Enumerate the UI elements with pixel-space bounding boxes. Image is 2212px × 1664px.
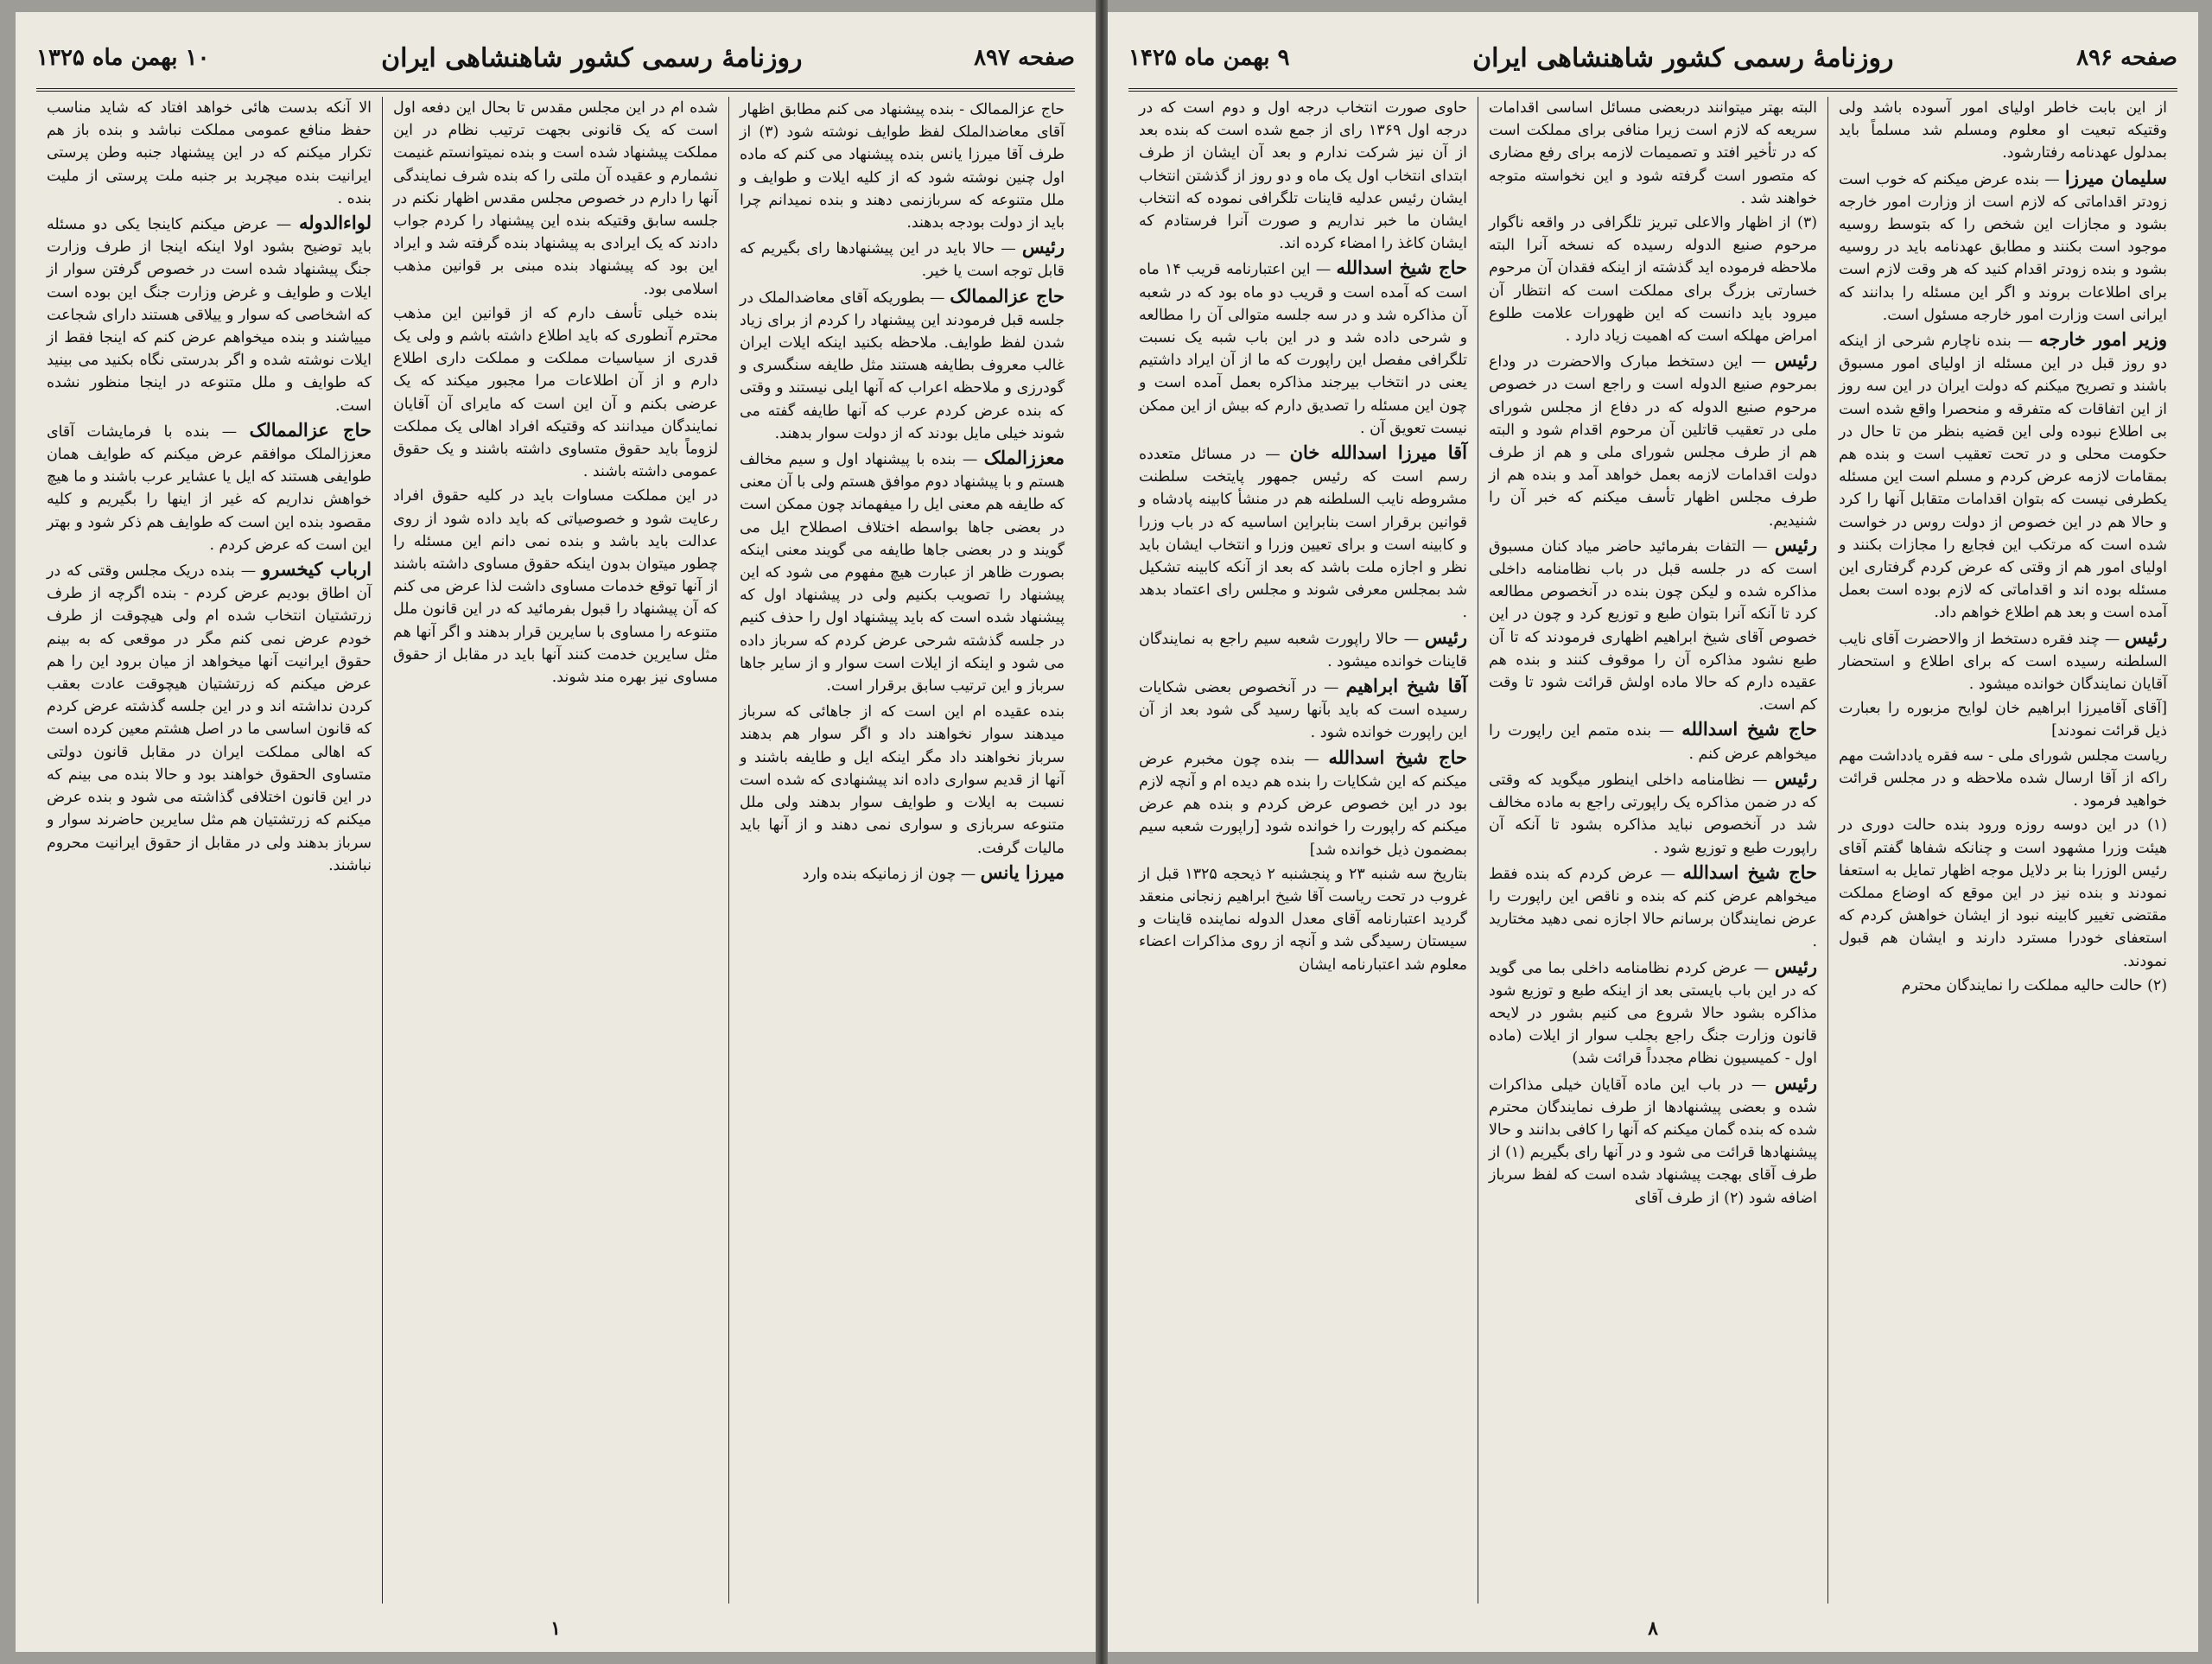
paragraph-text: این دستخط مبارک والاحضرت در وداع بمرحوم صنیع الدوله است و راجع است در خصوص مرحوم صنیع الدوله که در دفاع از مجلس شورای ملی در تعقیب قاتلین آن مرحوم اقدام شود و البته هم از طرف مجلس شورای ملی و هم از طرف دولت اقدامات لازمه بعمل خواهد آمد و بنده هم از طرف مجلس اظهار تأسف میکنم که خبر آن را شنیدیم. — [1489, 353, 1817, 530]
paragraph: معززالملک — بنده با پیشنهاد اول و سیم مخالف هستم و با پیشنهاد دوم موافق هستم ولی با آن معنی که طایفه هم معنی ایل را میفهماند چون ممکن است در بعضی جاها بواسطه اختلاف اصطلاح ایل می گویند و در بعضی جاها طایفه می گویند معنی اینکه بصورت ظاهر از عبارت هیچ مفهوم می شود که این پیشنهاد را تصویب بکنیم ولی در پیشنهاد اول که پیشنهاد شده است که باید پیشنهاد اول را حذف کنیم در جلسه گذشته شرحی عرض کردم که سرباز داده می شود و اینکه از ایلات است سوار و از سایر جاها سرباز و این ترتیب سابق برقرار است. — [740, 447, 1065, 695]
paragraph-text: بنده عرض میکنم که خوب است زودتر اقداماتی که لازم است از وزارت امور خارجه بشود و مجازات این شخص را که بتوسط روسیه موجود است بکنند و مطابق عهدنامه باید در روسیه بشود و بنده زودتر اقدام کنید که هر وقت لازم است برای اطلاعات بروند و اگر این مسئله را بدانند که ایرانی است وزارت امور خارجه مسئول است. — [1839, 170, 2167, 324]
speaker-name: ارباب کیخسرو — [262, 558, 372, 581]
paragraph — [1489, 212, 1817, 347]
paragraph-text: (۲) حالت حالیه مملکت را نمایندگان محترم — [1901, 976, 2167, 994]
page-number: صفحه ۸۹۷ — [974, 45, 1075, 71]
speaker-name: رئیس — [1424, 626, 1467, 648]
paragraph-text: بنده متمم این راپورت را میخواهم عرض کنم . — [1489, 722, 1817, 763]
paragraph — [47, 97, 372, 210]
paragraph-text: در این مملکت مساوات باید در کلیه حقوق افراد رعایت شود و خصوصیاتی که باید داده شود از روی عدالت باید باشد و بنده نمی دانم این مسئله را چطور میتوان بدون اینکه حقوق مساوی داشته باشند از آنها توقع خدمات مساوی داشت لذا عرض می کنم که آن پیشنهاد را قبول بفرمائید که در این قانون ملل متنوعه را مساوی با سایرین قرار بدهند و اگر آنها هم مثل سایرین خدمت کنند آنها باید در مقابل از حقوق مساوی نیز بهره مند شوند. — [393, 487, 718, 687]
paragraph-text: در باب این ماده آقایان خیلی مذاکرات شده و بعضی پیشنهادها از طرف نمایندگان محترم شده که بنده گمان میکنم که آنها را کافی بدانند و حالا پیشنهادها قرائت می شود و در آنها رای بگیریم (۱) از طرف آقای بهجت پیشنهاد شده است که لفظ سرباز اضافه شود (۲) از طرف آقای — [1489, 1076, 1817, 1207]
paragraph — [1839, 975, 2167, 997]
speaker-name: حاج شیخ اسدالله — [1682, 861, 1818, 883]
paragraph — [1839, 97, 2167, 165]
speaker-name: آقا شیخ ابراهیم — [1345, 675, 1467, 697]
paragraph-text: (۳) از اظهار والاعلی تبریز تلگرافی در واقعه ناگوار مرحوم صنیع الدوله رسیده که نسخه آنرا البته ملاحظه فرموده اید گذشته از اینکه فقدان آن مرحوم خسارتی بزرگ برای مملکت است که انتظار آن میرود باید دانست که این ظهورات علامت طلوع امراض مهلکه است که اهمیت زیاد دارد . — [1489, 214, 1817, 346]
page-header — [1128, 28, 2177, 92]
speaker-name: حاج عزالممالک — [950, 284, 1065, 307]
paragraph: حاج عزالممالک — بنده با فرمایشات آقای معززالملک موافقم عرض میکنم که طوایف همان طوایفی هستند که ایل یا عشایر عرب باشند و ما هیچ خواهش نداریم که غیر از اینها را بگیریم و کلیه مقصود بنده این است که طوایف هم ذکر شود و بهتر این است که عرض کردم . — [47, 418, 372, 554]
page-897 — [16, 12, 1096, 1652]
paragraph: حاج شیخ اسدالله — عرض کردم که بنده فقط میخواهم عرض کنم که بنده و ناقص این راپورت را عرض نمایندگان برسانم حالا اجازه نمی دهید مختارید . — [1489, 861, 1818, 951]
paragraph: حاج شیخ اسدالله — بنده متمم این راپورت را میخواهم عرض کنم . — [1489, 718, 1817, 763]
paragraph: رئیس — عرض کردم نظامنامه داخلی بما می گوید که در این باب بایستی بعد از اینکه طبع و توزیع شود مذاکره بشود حالا شروع می کنیم بشور در لایحه قانون وزارت جنگ راجع بجلب سوار از ایلات (ماده اول - کمیسیون نظام مجدداً قرائت شد) — [1489, 955, 1817, 1068]
paragraph-text: بنده با فرمایشات آقای معززالملک موافقم عرض میکنم که طوایف همان طوایفی هستند که ایل یا عشایر عرب باشند و ما هیچ خواهش نداریم که غیر از اینها را بگیریم و کلیه مقصود بنده این است که طوایف هم ذکر شود و بهتر این است که عرض کردم . — [47, 422, 372, 554]
speaker-name: رئیس — [1774, 1071, 1817, 1094]
paragraph — [740, 97, 1065, 234]
paragraph-text: بنده عقیده ام این است که از جاهائی که سرباز میدهند سوار نخواهند داد و اگر سوار هم بدهند سرباز نخواهند داد مگر اینکه ایل و طایفه باشند و آنها از قدیم سواری داده اند پیشنهادی که شده است نسبت به ایلات و طوایف سوار بدهند ولی ملل متنوعه سربازی و سواری نمی دهند و از آنها باید مالیات گرفت. — [740, 703, 1065, 857]
book-gutter — [1096, 0, 1108, 1664]
paragraph: لواءالدوله — عرض میکنم کاینجا یکی دو مسئله باید توضیح بشود اولا اینکه اینجا از طرف وزارت جنگ پیشنهاد شده است در خصوص گرفتن سوار از ایلات و طوایف و غرض وزارت جنگ این بوده است که اشخاصی که سوار و ییلاقی هستند دارای شجاعت مییاشند و بنده میخواهم عرض کنم که اینجا فقط از ایلات نوشته شده و اگر بدرستی نگاه بکنید می بینید که طوایف و ملل متنوعه در اینجا منظور نشده است. — [47, 212, 372, 415]
paragraph-text: عرض کردم نظامنامه داخلی بما می گوید که در این باب بایستی بعد از اینکه طبع و توزیع شود مذاکره بشود حالا شروع می کنیم بشور در لایحه قانون وزارت جنگ راجع بجلب سوار از ایلات (ماده اول - کمیسیون نظام مجدداً قرائت شد) — [1489, 959, 1817, 1068]
paragraph-text: این اعتبارنامه قریب ۱۴ ماه است که آمده است و قریب دو ماه بود که در شعبه آن مذاکره شد و در سه جلسه متوالی آن را مطالعه و شرحی داده شد و در این باب شبه یک نسبت تلگرافی مفصل این راپورت که ما از آن ایراد داشتیم یعنی در انتخاب بیرجند مذاکره بعمل آمده است و چون این مسئله را تصدیق دارم که بیش از این ممکن نیست تعویق آن . — [1139, 261, 1467, 437]
speaker-name: میرزا یانس — [980, 861, 1065, 883]
paragraph: رئیس — حالا باید در این پیشنهادها رای بگیریم که قابل توجه است یا خیر. — [740, 236, 1065, 281]
issue-date: ۹ بهمن ماه ۱۴۲۵ — [1128, 45, 1290, 71]
paragraph-text: شده ام در این مجلس مقدس تا بحال این دفعه اول است که یک قانونی بجهت ترتیب نظام در این مملکت پیشنهاد شده است و بنده نمیتوانستم غنیمت نشمارم و عقیده آن ملتی را که بنده شرف نمایندگی آنها را دارم در خصوص مجلس مقدس اظهار نکنم در جلسه سابق وقتیکه بنده این پیشنهاد را کردم جواب دادند که یک ایرادی به پیشنهاد بنده گرفته شد و ایراد این بود که پیشنهاد بنده مبنی بر قوانین مذهب اسلامی بود. — [393, 99, 718, 298]
speaker-name: رئیس — [1021, 236, 1065, 258]
newspaper-title: روزنامهٔ رسمی کشور شاهنشاهی ایران — [1472, 42, 1894, 73]
paragraph: رئیس — چند فقره دستخط از والاحضرت آقای نایب السلطنه رسیده است که برای اطلاع و استحضار آقایان نمایندگان خوانده میشود . — [1839, 626, 2167, 694]
paragraph — [1839, 697, 2167, 742]
paragraph — [1139, 863, 1467, 976]
speaker-name: رئیس — [1774, 533, 1818, 556]
paragraph: آقا میرزا اسدالله خان — در مسائل متعدده رسم است که رئیس جمهور پایتخت سلطنت مشروطه نایب السلطنه هم در منشأ کابینه پادشاه و قوانین برقرار است بنابراین اساسیه که در باب وزرا و کابینه است و برای تعیین وزرا و انتخاب ایشان باید نظر و اجازه ملت باشد که بعد از آنکه کابینه تشکیل شد بمجلس معرفی شوند و مجلس رای اعتماد بدهد . — [1139, 441, 1468, 622]
page-footer-number: ۱ — [550, 1617, 561, 1640]
speaker-name: حاج عزالممالک — [249, 418, 372, 441]
paragraph — [740, 699, 1065, 859]
paragraph — [393, 485, 718, 689]
paragraph-text: بنده دریک مجلس وقتی که در آن اطاق بودیم عرض کردم - بنده اگرچه از طرف زرتشتیان انتخاب شده ام ولی هیچوقت از طرف خودم عرض نمی کنم مگر در موقعی که به بینم حقوق ایرانیت آنها میخواهد از میان برود این را هم عرض میکنم که زرتشتیان هیچوقت عادت بعقب کردن نداشته اند و در این جلسه گذشته عرض کردم که قانون اساسی ما در اصل هشتم معین کرده است که اهالی مملکت ایران در مقابل قانون دولتی متساوی الحقوق خواهند بود و حالا بنده می بینم که در این قانون اختلافی گذاشته می شود و بنده عرض میکنم که زرتشتیان هم مثل سایرین حاضرند سوار و سرباز بدهند ولی در مقابل از حقوق ایرانیت محروم نباشند. — [47, 562, 372, 874]
page-footer-number: ۸ — [1648, 1617, 1658, 1640]
page-number: صفحه ۸۹۶ — [2076, 45, 2177, 71]
speaker-name: حاج شیخ اسدالله — [1328, 746, 1467, 768]
paragraph-text: بطوریکه آقای معاضدالملک در جلسه قبل فرمودند این پیشنهاد را کردم از برای زیاد شدن لفظ طوایف. ملاحظه بکنید اینکه ایلات ایران غالب معروف بطایفه هستند مثل طایفه سنگسری و گودرزی و ملاحظه اعراب که آنها ایلی نیستند و وقتی که بنده عرض کردم عرب که آنها طایفه گفته می شوند خیلی مایل بودند که از دولت سوار بدهند. — [740, 289, 1065, 442]
speaker-name: رئیس — [1774, 349, 1817, 372]
text-column-1 — [1827, 97, 2177, 1604]
paragraph — [1839, 745, 2167, 813]
paragraph: آقا شیخ ابراهیم — در آنخصوص بعضی شکایات رسیده است که باید بآنها رسید گی شود بعد از آن این راپورت خوانده شود . — [1139, 675, 1467, 742]
text-column-1 — [728, 97, 1075, 1604]
speaker-name: رئیس — [1774, 766, 1817, 789]
paragraph — [1489, 97, 1817, 210]
paragraph-text: بنده خیلی تأسف دارم که از قوانین این مذهب محترم آنطوری که باید اطلاع داشته باشم و ولی یک قدری از سیاسیات مملکت و مملکت داری اطلاع دارم و از آن اطلاعات مرا مجبور میکند که یک عرضی بکنم و آن این است که مایرای آن آقایان نمایندگان میدانند که وقتیکه افراد اهالی یک مملکت لزوماً باید حقوق متساوی داشته باشند و یک حقوق عمومی داشته باشند . — [393, 304, 718, 481]
paragraph: حاج شیخ اسدالله — بنده چون مخبرم عرض میکنم که این شکایات را بنده هم دیده ام و آنچه لازم بود در این خصوص عرض کردم و بنده هم عرض میکنم که راپورت را خوانده شود [راپورت شعبه سیم بمضمون ذیل خوانده شد] — [1139, 746, 1467, 859]
page-896 — [1108, 12, 2198, 1652]
paragraph-text: بنده ناچارم شرحی از اینکه دو روز قبل در این مسئله از اولیای امور مسبوق باشند و تصریح میکنم که دولت ایران در این سه روز از این اتفاقات که متفرقه و منحصرا واقع شده است بی اطلاع نبوده ولی این قضیه بنظر من تا حال در حکومت محلی و در تحت تعقیب است و بنده هم بمقامات لازمه عرض کردم و مسلم است این مسئله یکطرفی نیست که بتوان اقدامات متقابل آنها را کرد و حالا هم در این خصوص از دولت روس در خواست شده است که مرتکب این فجایع را مجازات بکنند و اولیای امور هم از وقتی که عرض کردم گرفتاری این مسئله بوده اند و اقداماتی که لازم بوده است بعمل آمده است و بعد هم اطلاع خواهم داد. — [1839, 333, 2167, 622]
paragraph — [393, 302, 718, 484]
newspaper-title: روزنامهٔ رسمی کشور شاهنشاهی ایران — [381, 42, 803, 73]
article-columns — [36, 97, 1075, 1604]
page-header — [36, 28, 1075, 92]
paragraph — [393, 97, 718, 301]
paragraph-text: عرض میکنم کاینجا یکی دو مسئله باید توضیح بشود اولا اینکه اینجا از طرف وزارت جنگ پیشنهاد شده است در خصوص گرفتن سوار از ایلات و طوایف و غرض وزارت جنگ این بوده است که اشخاصی که سوار و ییلاقی هستند دارای شجاعت مییاشند و بنده میخواهم عرض کنم که اینجا فقط از ایلات نوشته شده و اگر بدرستی نگاه بکنید می بینید که طوایف و ملل متنوعه در اینجا منظور نشده است. — [47, 216, 372, 415]
paragraph: حاج عزالممالک — بطوریکه آقای معاضدالملک در جلسه قبل فرمودند این پیشنهاد را کردم از برای زیاد شدن لفظ طوایف. ملاحظه بکنید اینکه ایلات ایران غالب معروف بطایفه هستند مثل طایفه سنگسری و گودرزی و ملاحظه اعراب که آنها ایلی نیستند و وقتی که بنده عرض کردم عرب که آنها طایفه گفته می شوند خیلی مایل بودند که از دولت سوار بدهند. — [740, 284, 1065, 442]
text-column-2 — [382, 97, 728, 1604]
paragraph: میرزا یانس — چون از زمانیکه بنده وارد — [802, 861, 1065, 883]
paragraph-text: ریاست مجلس شورای ملی - سه فقره یادداشت مهم راکه از آقا ارسال شده ملاحظه و در مجلس قرائت خواهید فرمود . — [1839, 746, 2167, 810]
paragraph-text: حاج عزالممالک - بنده پیشنهاد می کنم مطابق اظهار آقای معاضدالملک لفظ طوایف نوشته شود (۳) از طرف آقا میرزا یانس بنده پیشنهاد می کنم که ماده اول چنین نوشته شود که از کلیه ایلات و طوایف و ملل متنوعه که سربازنمی دهند و بنده نمیدانم چرا باید از دولت بودجه بدهند. — [740, 101, 1065, 232]
paragraph — [1139, 97, 1467, 255]
paragraph-text: حالا راپورت شعبه سیم راجع به نمایندگان قاینات خوانده میشود . — [1139, 630, 1467, 670]
paragraph-text: الا آنکه بدست هائی خواهد افتاد که شاید مناسب حفظ منافع عمومی مملکت نباشد و بنده باز هم تکرار میکنم که در این پیشنهاد جنبه وطن پرستی ایرانیت بنده میچربد بر جنبه ملت پرستی از ملیت بنده . — [47, 99, 372, 207]
speaker-name: حاج شیخ اسدالله — [1336, 257, 1467, 279]
paragraph-text: (۱) در این دوسه روزه ورود بنده حالت دوری در هیئت وزرا مشهود است و چنانکه شفاها گفتم آقای رئیس الوزرا بنا بر دلایل موجه اظهار تمایل به استعفا نمودند و بنده نیز در این موقع که اوضاع مملکت مقتضی تغییر کابینه نبود از ایشان خواهش کردم که استعفای خودرا مسترد دارند و ایشان هم قبول نمودند. — [1839, 816, 2167, 970]
speaker-name: آقا میرزا اسدالله خان — [1289, 441, 1468, 464]
paragraph-text: بنده چون مخبرم عرض میکنم که این شکایات را بنده هم دیده ام و آنچه لازم بود در این خصوص عرض کردم و بنده هم عرض میکنم که راپورت را خوانده شود [راپورت شعبه سیم بمضمون ذیل خوانده شد] — [1139, 750, 1467, 859]
speaker-name: رئیس — [2124, 626, 2167, 648]
paragraph: رئیس — در باب این ماده آقایان خیلی مذاکرات شده و بعضی پیشنهادها از طرف نمایندگان محترم شده که بنده گمان میکنم که آنها را کافی بدانند و حالا پیشنهادها قرائت می شود و در آنها رای بگیریم (۱) از طرف آقای بهجت پیشنهاد شده است که لفظ سرباز اضافه شود (۲) از طرف آقای — [1489, 1071, 1817, 1207]
paragraph-text: [آقای آقامیرزا ابراهیم خان لوایح مزبوره را بعبارت ذیل قرائت نمودند] — [1839, 700, 2167, 740]
paragraph: رئیس — این دستخط مبارک والاحضرت در وداع بمرحوم صنیع الدوله است و راجع است در خصوص مرحوم صنیع الدوله که در دفاع از مجلس شورای ملی در تعقیب قاتلین آن مرحوم اقدام شود و البته هم از طرف مجلس شورای ملی و هم از طرف دولت اقدامات لازمه بعمل خواهد آمد و بنده هم از طرف مجلس اظهار تأسف میکنم که خبر آن را شنیدیم. — [1489, 349, 1817, 530]
paragraph-text: بنده با پیشنهاد اول و سیم مخالف هستم و با پیشنهاد دوم موافق هستم ولی با آن معنی که طایفه هم معنی ایل را میفهماند چون ممکن است در بعضی جاها بواسطه اختلاف اصطلاح ایل می گویند و در بعضی جاها طایفه می گویند معنی اینکه بصورت ظاهر از عبارت هیچ مفهوم می شود که این پیشنهاد را تصویب بکنیم ولی در پیشنهاد اول که پیشنهاد شده است که باید پیشنهاد اول را حذف کنیم در جلسه گذشته شرحی عرض کردم که سرباز داده می شود و اینکه از ایلات است سوار و از سایر جاها سرباز و این ترتیب سابق برقرار است. — [740, 451, 1065, 695]
paragraph-text: التفات بفرمائید حاضر میاد کنان مسبوق است که در جلسه قبل در باب نظامنامه داخلی مذاکره شده و لیکن چون بنده در آنخصوص مطالعه کرد تا آنکه آنرا بتوان طبع و توزیع کرد و چون در این خصوص آقای شیخ ابراهیم اظهاری فرمودند که تا آن طبع نشود مذاکره آن را موقوف کنند و بنده هم عقیده دارم که حالا ماده اولش قرائت شود تا وقت کم است. — [1489, 537, 1817, 715]
paragraph-text: بتاریخ سه شنبه ۲۳ و پنجشنبه ۲ ذیحجه ۱۳۲۵ قبل از غروب در تحت ریاست آقا شیخ ابراهیم زنجانی منعقد گردید اعتبارنامه آقای معدل الدوله نماینده قاینات و سیستان رسیدگی شد و آنچه از روی مذاکرات اعضاء معلوم شد اعتبارنامه ایشان — [1139, 865, 1467, 974]
text-column-3 — [36, 97, 382, 1604]
speaker-name: رئیس — [1774, 955, 1817, 977]
paragraph-text: عرض کردم که بنده فقط میخواهم عرض کنم که بنده و ناقص این راپورت را عرض نمایندگان برسانم حالا اجازه نمی دهید مختارید . — [1489, 865, 1817, 951]
issue-date: ۱۰ بهمن ماه ۱۳۲۵ — [36, 45, 210, 71]
speaker-name: لواءالدوله — [298, 212, 372, 234]
paragraph-text: چند فقره دستخط از والاحضرت آقای نایب السلطنه رسیده است که برای اطلاع و استحضار آقایان نمایندگان خوانده میشود . — [1839, 630, 2167, 694]
paragraph-text: چون از زمانیکه بنده وارد — [802, 865, 957, 883]
speaker-name: حاج شیخ اسدالله — [1681, 718, 1817, 740]
paragraph: وزیر امور خارجه — بنده ناچارم شرحی از اینکه دو روز قبل در این مسئله از اولیای امور مسبوق باشند و تصریح میکنم که دولت ایران در این سه روز از این اتفاقات که متفرقه و منحصرا واقع شده است بی اطلاع نبوده ولی این قضیه بنظر من تا حال در حکومت محلی و در تحت تعقیب است و بنده هم بمقامات لازمه عرض کردم و مسلم است این مسئله یکطرفی نیست که بتوان اقدامات متقابل آنها را کرد و حالا هم در این خصوص از دولت روس در خواست شده است که مرتکب این فجایع را مجازات بکنند و اولیای امور هم از وقتی که عرض کردم گرفتاری این مسئله بوده اند و اقداماتی که لازم بوده است بعمل آمده است و بعد هم اطلاع خواهم داد. — [1839, 328, 2167, 622]
paragraph: ارباب کیخسرو — بنده دریک مجلس وقتی که در آن اطاق بودیم عرض کردم - بنده اگرچه از طرف زرتشتیان انتخاب شده ام ولی هیچوقت از طرف خودم عرض نمی کنم مگر در موقعی که به بینم حقوق ایرانیت آنها میخواهد از میان برود این را هم عرض میکنم که زرتشتیان هیچوقت عادت بعقب کردن نداشته اند و در این جلسه گذشته عرض کردم که قانون اساسی ما در اصل هشتم معین کرده است که اهالی مملکت ایران در مقابل قانون دولتی متساوی الحقوق خواهند بود و حالا بنده می بینم که در این قانون اختلافی گذاشته می شود و بنده عرض میکنم که زرتشتیان هم مثل سایرین حاضرند سوار و سرباز بدهند ولی در مقابل از حقوق ایرانیت محروم نباشند. — [47, 558, 372, 874]
paragraph-text: در آنخصوص بعضی شکایات رسیده است که باید بآنها رسید گی شود بعد از آن این راپورت خوانده شود . — [1139, 679, 1467, 742]
paragraph: رئیس — حالا راپورت شعبه سیم راجع به نمایندگان قاینات خوانده میشود . — [1139, 626, 1467, 670]
text-column-2 — [1478, 97, 1827, 1604]
paragraph-text: از این بابت خاطر اولیای امور آسوده باشد ولی وقتیکه تبعیت او معلوم ومسلم شد مسلماً باید بمدلول عهدنامه رفتارشود. — [1839, 99, 2167, 162]
paragraph: سلیمان میرزا — بنده عرض میکنم که خوب است زودتر اقداماتی که لازم است از وزارت امور خارجه بشود و مجازات این شخص را که بتوسط روسیه موجود است بکنند و مطابق عهدنامه باید در روسیه بشود و بنده زودتر اقدام کنید که هر وقت لازم است برای اطلاعات بروند و اگر این مسئله را بدانند که ایرانی است وزارت امور خارجه مسئول است. — [1839, 166, 2167, 324]
paragraph: رئیس — نظامنامه داخلی اینطور میگوید که وقتی که در ضمن مذاکره یک راپورتی راجع به ماده مخالف شد در آنخصوص نباید مذاکره بشود تا آنکه آن راپورت طبع و توزیع شود . — [1489, 766, 1817, 857]
text-column-3 — [1128, 97, 1478, 1604]
paragraph-text: حاوی صورت انتخاب درجه اول و دوم است که در درجه اول ۱۳۶۹ رای از جمع شده است که بنده بعد از آن نیز شرکت ندارم و بعد آن ایشان از طرف ابتدای انتخاب اول یک ماه و دو روز از گذشتن انتخاب ایشان رئیس عدلیه قاینات تلگرافی نموده که انتخاب ایشان ما خبر نداریم و صورت آنرا فرستادم که ایشان کاغذ را امضاء کرده اند. — [1139, 99, 1468, 253]
paragraph-text: حالا باید در این پیشنهادها رای بگیریم که قابل توجه است یا خیر. — [740, 240, 1065, 281]
paragraph-text: در مسائل متعدده رسم است که رئیس جمهور پایتخت سلطنت مشروطه نایب السلطنه هم در منشأ کابینه پادشاه و قوانین برقرار است بنابراین اساسیه که در باب وزرا و کابینه است و برای تعیین وزرا و انتخاب ایشان باید نظر و اجازه ملت باشد که بعد از آنکه کابینه تشکیل شد بمجلس معرفی شوند و مجلس رای اعتماد بدهد . — [1139, 446, 1467, 622]
paragraph: رئیس — التفات بفرمائید حاضر میاد کنان مسبوق است که در جلسه قبل در باب نظامنامه داخلی مذاکره شده و لیکن چون بنده در آنخصوص مطالعه کرد تا آنکه آنرا بتوان طبع و توزیع کرد و چون در این خصوص آقای شیخ ابراهیم اظهاری فرمودند که تا آن طبع نشود مذاکره آن را موقوف کنند و بنده هم عقیده دارم که حالا ماده اولش قرائت شود تا وقت کم است. — [1489, 533, 1818, 715]
paragraph — [1839, 814, 2167, 972]
speaker-name: وزیر امور خارجه — [2039, 328, 2167, 351]
speaker-name: سلیمان میرزا — [2064, 166, 2167, 188]
speaker-name: معززالملک — [983, 447, 1065, 469]
paragraph-text: نظامنامه داخلی اینطور میگوید که وقتی که در ضمن مذاکره یک راپورتی راجع به ماده مخالف شد در آنخصوص نباید مذاکره بشود تا آنکه آن راپورت طبع و توزیع شود . — [1489, 771, 1817, 857]
paragraph-text: البته بهتر میتوانند دربعضی مسائل اساسی اقدامات سریعه که لازم است زیرا منافی برای مملکت است که در تأخیر افتد و تصمیمات لازمه برای رفع مضاری که متصور است گرفته شود و این نخواسته متوجه خواهند شد . — [1489, 99, 1817, 207]
paragraph: حاج شیخ اسدالله — این اعتبارنامه قریب ۱۴ ماه است که آمده است و قریب دو ماه بود که در شعبه آن مذاکره شد و در سه جلسه متوالی آن را مطالعه و شرحی داده شد و در این باب شبه یک نسبت تلگرافی مفصل این راپورت که ما از آن ایراد داشتیم یعنی در انتخاب بیرجند مذاکره بعمل آمده است و چون این مسئله را تصدیق دارم که بیش از این ممکن نیست تعویق آن . — [1139, 257, 1467, 437]
article-columns — [1128, 97, 2177, 1604]
